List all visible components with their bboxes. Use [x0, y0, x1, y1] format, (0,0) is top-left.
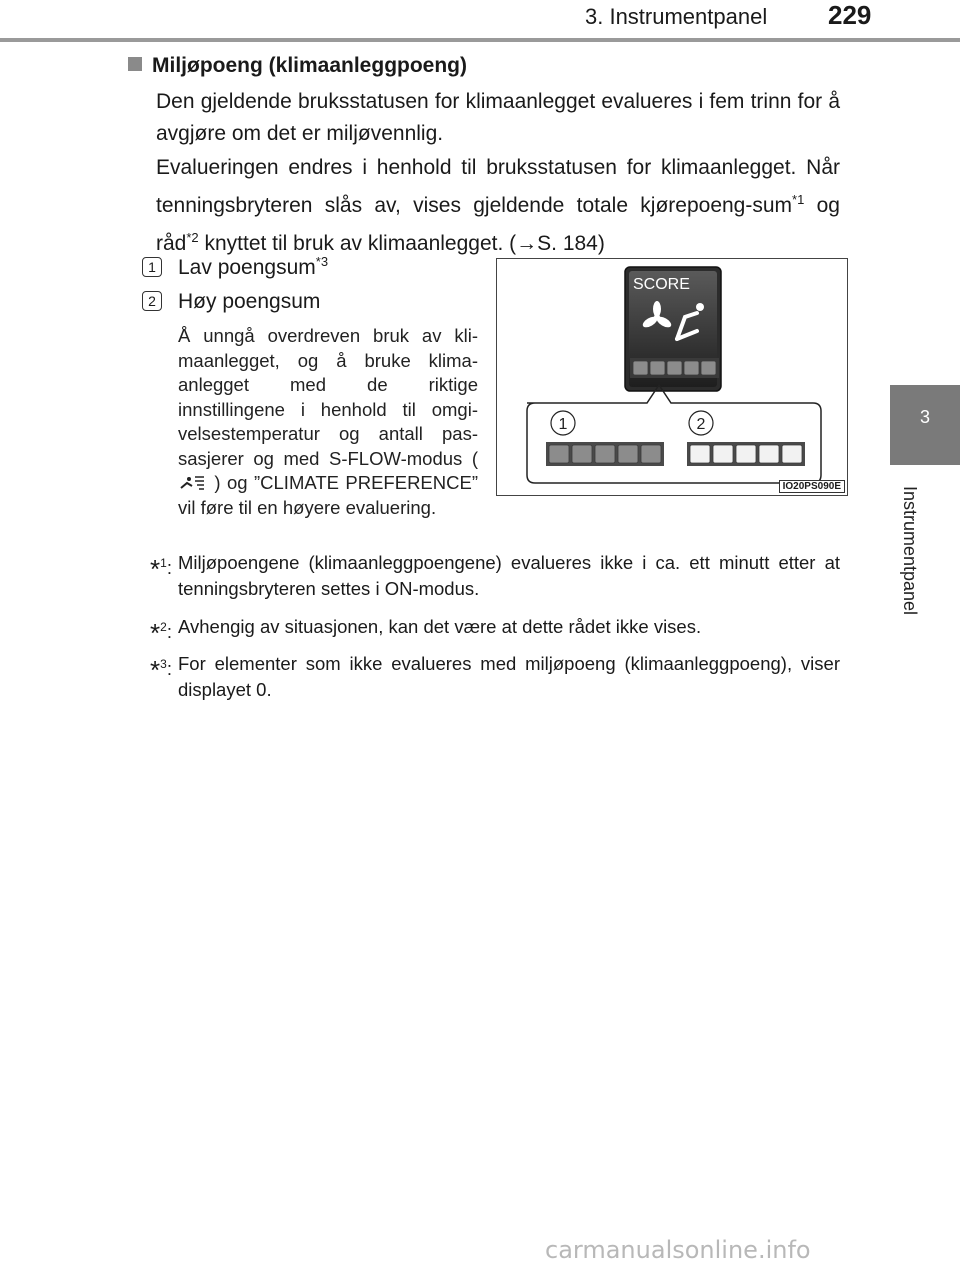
page-reference: S. 184)	[537, 232, 605, 255]
page-number: 229	[828, 0, 872, 30]
s-flow-icon	[178, 474, 208, 492]
score-segment	[641, 445, 661, 463]
item-label: Lav poengsum	[178, 256, 316, 279]
section-heading	[128, 54, 467, 78]
item-high-score	[142, 290, 320, 314]
score-segment	[618, 445, 638, 463]
arrow-right-icon: →	[516, 232, 538, 255]
score-segment	[713, 445, 733, 463]
side-tab-label	[890, 470, 930, 630]
footnote-mark: *$^1$:	[150, 554, 172, 585]
item-low-score	[142, 254, 328, 280]
high-score-bar	[687, 442, 805, 466]
score-segment	[595, 445, 615, 463]
item-label: Høy poengsum	[178, 290, 321, 313]
score-segment	[782, 445, 802, 463]
para2-text-b: og råd	[156, 194, 840, 255]
watermark: carmanualsonline.info	[545, 1236, 811, 1264]
para2-text-c: knyttet til bruk av klimaanlegget. (	[198, 232, 517, 255]
score-segment	[701, 361, 716, 375]
description-text-b: ) og ”CLIMATE PREFERENCE” vil føre til en høyere evaluering.	[178, 472, 478, 518]
header-chapter: 3. Instrumentpanel	[585, 4, 768, 29]
description-text-a: Å unngå overdreven bruk av kli-maanlegget, og å bruke klima-anlegget med de riktige innstillingene i henhold til omgi-velsestemperatur og antall pas-sasjerer og med S-FLOW-modus (	[178, 325, 478, 469]
score-segment	[736, 445, 756, 463]
score-segment	[759, 445, 779, 463]
footnote-ref-2: *2	[186, 230, 199, 245]
header-rule	[0, 38, 960, 42]
footnote-mark: *$^3$:	[150, 655, 172, 686]
side-tab-number: 3	[890, 385, 960, 465]
callout-2-label: 2	[696, 416, 706, 433]
figure-code: IO20PS090E	[779, 480, 845, 493]
footnote-ref-1: *1	[792, 192, 805, 207]
score-segment	[684, 361, 699, 375]
item-number-badge: 2	[142, 291, 162, 311]
footnote-1	[150, 550, 840, 602]
section-title: Miljøpoeng (klimaanleggpoeng)	[152, 54, 467, 77]
footnote-text: Avhengig av situasjonen, kan det være at dette rådet ikke vises.	[178, 616, 702, 637]
para2-text-a: Evalueringen endres i henhold til bruksstatusen for klimaanlegget. Når tenningsbryteren slås av, vises gjeldende totale kjørepoeng-sum	[156, 156, 840, 217]
screen-score-bar	[630, 358, 719, 378]
paragraph-1: Den gjeldende bruksstatusen for klimaanlegget evalueres i fem trinn for å avgjøre om det er miljøvennlig.	[156, 90, 840, 145]
side-tab-label-text: Instrumentpanel	[900, 485, 921, 615]
callout-1-label: 1	[558, 416, 568, 433]
footnote-text: Miljøpoengene (klimaanleggpoengene) evalueres ikke i ca. ett minutt etter at tenningsbryteren settes i ON-modus.	[178, 552, 840, 599]
callout-frame	[527, 385, 821, 483]
footnote-text: For elementer som ikke evalueres med miljøpoeng (klimaanleggpoeng), viser displayet 0.	[178, 653, 840, 700]
score-illustration	[497, 259, 847, 495]
score-segment	[667, 361, 682, 375]
high-score-description	[178, 324, 478, 520]
heading-square-icon	[128, 57, 142, 71]
score-segment	[572, 445, 592, 463]
footnote-mark: *$^2$:	[150, 618, 172, 649]
item-number-badge: 1	[142, 257, 162, 277]
score-figure	[496, 258, 848, 496]
score-segment	[650, 361, 665, 375]
low-score-bar	[546, 442, 664, 466]
score-segment	[633, 361, 648, 375]
footnote-ref-3: *3	[315, 254, 329, 269]
score-segment	[549, 445, 569, 463]
screen-title: SCORE	[633, 276, 690, 293]
score-segment	[690, 445, 710, 463]
footnote-2	[150, 614, 840, 649]
footnote-3	[150, 651, 840, 703]
paragraph-2	[156, 152, 840, 260]
